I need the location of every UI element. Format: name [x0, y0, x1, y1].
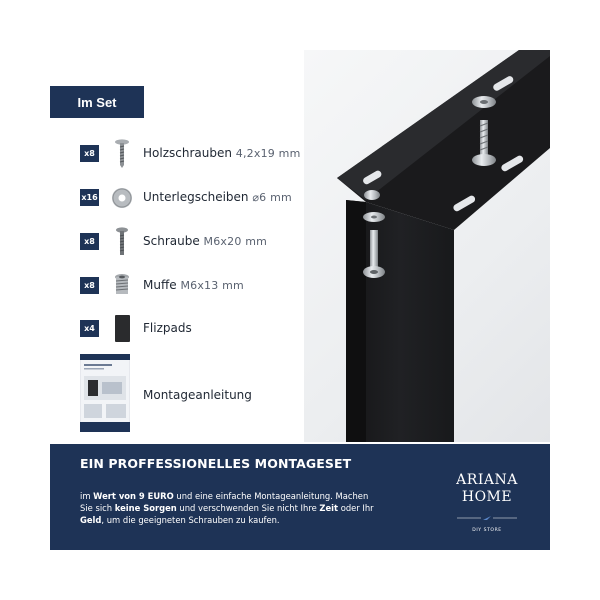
list-item-felt-pads	[80, 314, 310, 344]
list-item-bolts	[80, 227, 310, 257]
item-label	[143, 234, 267, 248]
logo-line-2: HOME	[461, 489, 513, 505]
logo-swoosh-icon	[457, 515, 517, 521]
logo-tagline: DIY STORE	[472, 528, 502, 533]
banner-heading: EIN PROFFESSIONELLES MONTAGESET	[80, 456, 352, 471]
text-bold: Geld	[80, 515, 102, 525]
item-label	[143, 146, 301, 160]
manual-label: Montageanleitung	[143, 388, 252, 402]
text-run: und verschwenden Sie nicht Ihre	[176, 503, 320, 513]
item-label	[143, 278, 244, 292]
set-title-badge: Im Set	[50, 86, 144, 118]
banner-text	[80, 490, 380, 526]
item-name: Schraube	[143, 234, 200, 248]
item-name: Flizpads	[143, 321, 192, 335]
text-run: , um die geeigneten Schrauben zu kaufen.	[101, 515, 280, 525]
table-leg-illustration	[304, 50, 550, 442]
felt-pad-icon	[110, 314, 134, 344]
text-run: im	[80, 491, 94, 501]
text-bold: keine Sorgen	[114, 503, 177, 513]
list-item-wood-screws	[80, 139, 310, 169]
threaded-insert-icon	[110, 271, 134, 301]
washer-icon	[110, 183, 134, 213]
quantity-badge: x4	[80, 320, 99, 337]
list-item-threaded-inserts	[80, 271, 310, 301]
item-spec: M6x13 mm	[180, 279, 244, 292]
item-label	[143, 190, 292, 204]
info-banner	[50, 444, 550, 550]
text-bold: Zeit	[319, 503, 339, 513]
text-bold: Wert von 9 EURO	[93, 491, 174, 501]
quantity-badge: x8	[80, 145, 99, 162]
bolt-icon	[110, 227, 134, 257]
text-run: und eine einfache Montageanleitung. Machen Sie sich	[80, 491, 369, 513]
item-spec: 4,2x19 mm	[235, 147, 301, 160]
item-name: Unterlegscheiben	[143, 190, 249, 204]
item-name: Muffe	[143, 278, 177, 292]
wood-screw-icon	[110, 139, 134, 169]
quantity-badge: x16	[80, 189, 99, 206]
quantity-badge: x8	[80, 233, 99, 250]
quantity-badge: x8	[80, 277, 99, 294]
item-spec: M6x20 mm	[203, 235, 268, 248]
list-item-washers	[80, 183, 310, 213]
item-label	[143, 321, 192, 335]
brand-logo	[452, 472, 522, 533]
product-photo	[304, 50, 550, 442]
text-run: oder Ihr	[338, 503, 374, 513]
item-name: Holzschrauben	[143, 146, 232, 160]
manual-booklet-icon	[80, 354, 130, 432]
logo-line-1: ARIANA	[456, 472, 518, 488]
item-spec: ⌀6 mm	[252, 191, 292, 204]
